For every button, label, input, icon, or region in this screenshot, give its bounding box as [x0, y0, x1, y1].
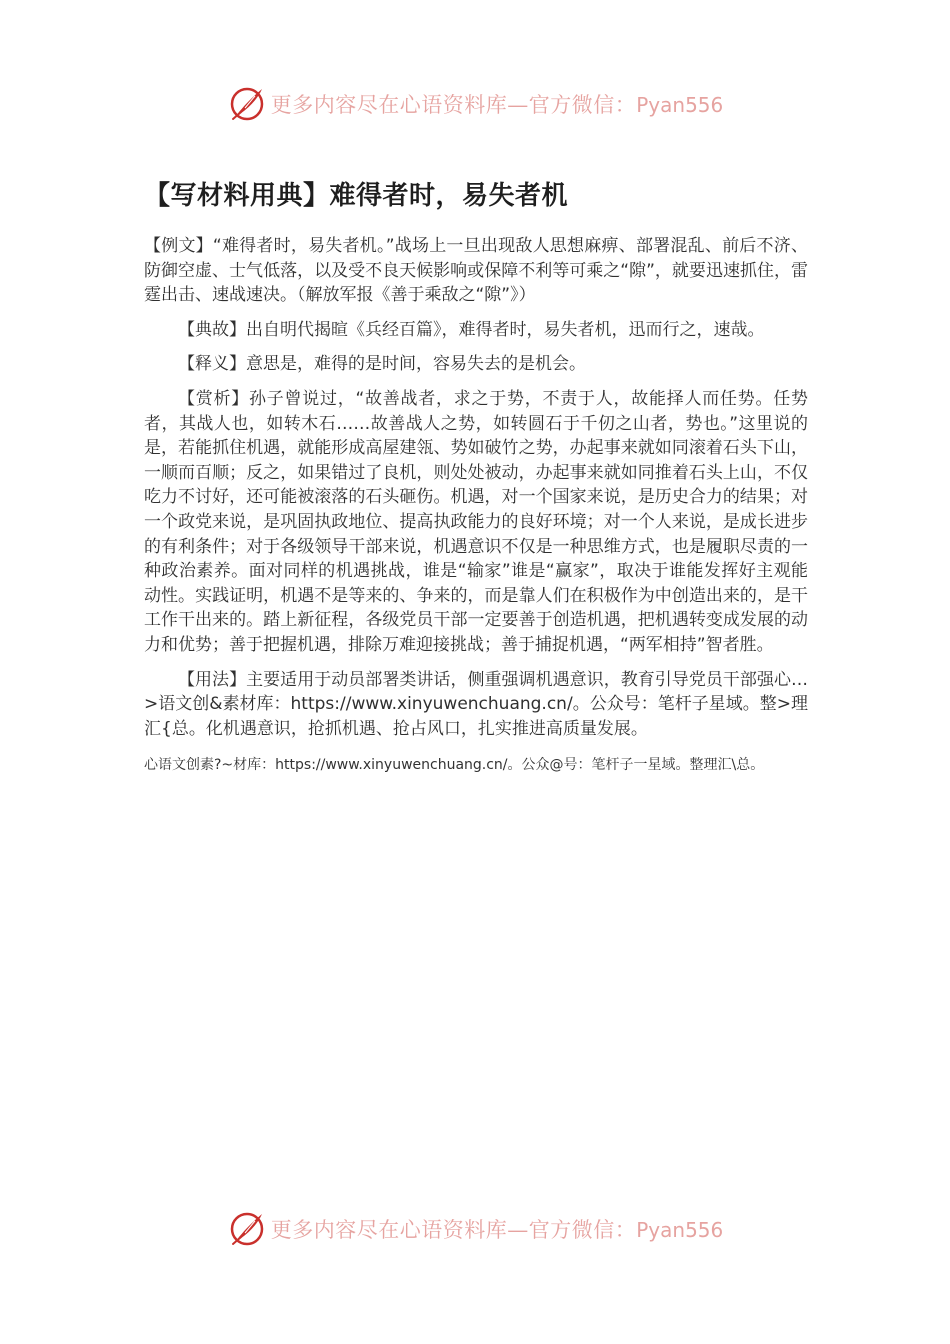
- article-title: 【写材料用典】难得者时，易失者机: [144, 181, 569, 211]
- footer-wechat-id: Pyan556: [636, 1218, 724, 1242]
- footer-banner-text: [271, 1214, 724, 1244]
- feather-pen-logo-icon: [227, 84, 267, 124]
- meaning-paragraph: 【释义】意思是，难得的是时间，容易失去的是机会。: [178, 354, 586, 375]
- footnote-paragraph: 心语文创素?~材库：https://www.xinyuwenchuang.cn/。公众@号：笔杆子一星域。整理汇\总。: [144, 757, 765, 774]
- footer-banner: [0, 1207, 950, 1251]
- analysis-paragraph: 【赏析】孙子曾说过，“故善战者，求之于势，不责于人，故能择人而任势。任势者，其战人也，如转木石……故善战人之势，如转圆石于千仞之山者，势也。”这里说的是，若能抓住机遇，就能形成高屋建瓴、势如破竹之势，办起事来就如同滚着石头下山，一顺而百顺；反之，如果错过了良机，则处处被动，办起事来就如同推着石头上山，不仅吃力不讨好，还可能被滚落的石头砸伤。机遇，对一个国家来说，是历史合力的结果；对一个政党来说，是巩固执政地位、提高执政能力的良好环境；对一个人来说，是成长进步的有利条件；对于各级领导干部来说，机遇意识不仅是一种思维方式，也是履职尽责的一种政治素养。面对同样的机遇挑战，谁是“输家”谁是“赢家”，取决于谁能发挥好主观能动性。实践证明，机遇不是等来的、争来的，而是靠人们在积极作为中创造出来的，是干工作干出来的。踏上新征程，各级党员干部一定要善于创造机遇，把机遇转变成发展的动力和优势；善于把握机遇，排除万难迎接挑战；善于捕捉机遇，“两军相持”智者胜。: [144, 388, 808, 655]
- origin-paragraph: 【典故】出自明代揭暄《兵经百篇》，难得者时，易失者机，迅而行之，速哉。: [178, 319, 765, 340]
- example-paragraph: 【例文】“难得者时，易失者机。”战场上一旦出现敌人思想麻痹、部署混乱、前后不济、防御空虚、士气低落，以及受不良天候影响或保障不利等可乘之“隙”，就要迅速抓住，雷霆出击、速战速决。（解放军报《善于乘敌之“隙”》）: [144, 236, 808, 306]
- header-wechat-id: Pyan556: [636, 93, 724, 117]
- header-banner-text: [271, 89, 724, 119]
- article: [144, 176, 808, 787]
- usage-paragraph: 【用法】主要适用于动员部署类讲话，侧重强调机遇意识，教育引导党员干部强心…>语文创&素材库：https://www.xinyuwenchuang.cn/。公众号：笔杆子星域。整>理汇{总。化机遇意识，抢抓机遇、抢占风口，扎实推进高质量发展。: [144, 669, 808, 739]
- header-banner-label: 更多内容尽在心语资料库—官方微信：: [270, 93, 637, 117]
- feather-pen-logo-icon: [227, 1209, 267, 1249]
- footer-banner-label: 更多内容尽在心语资料库—官方微信：: [270, 1218, 637, 1242]
- header-banner: [0, 82, 950, 126]
